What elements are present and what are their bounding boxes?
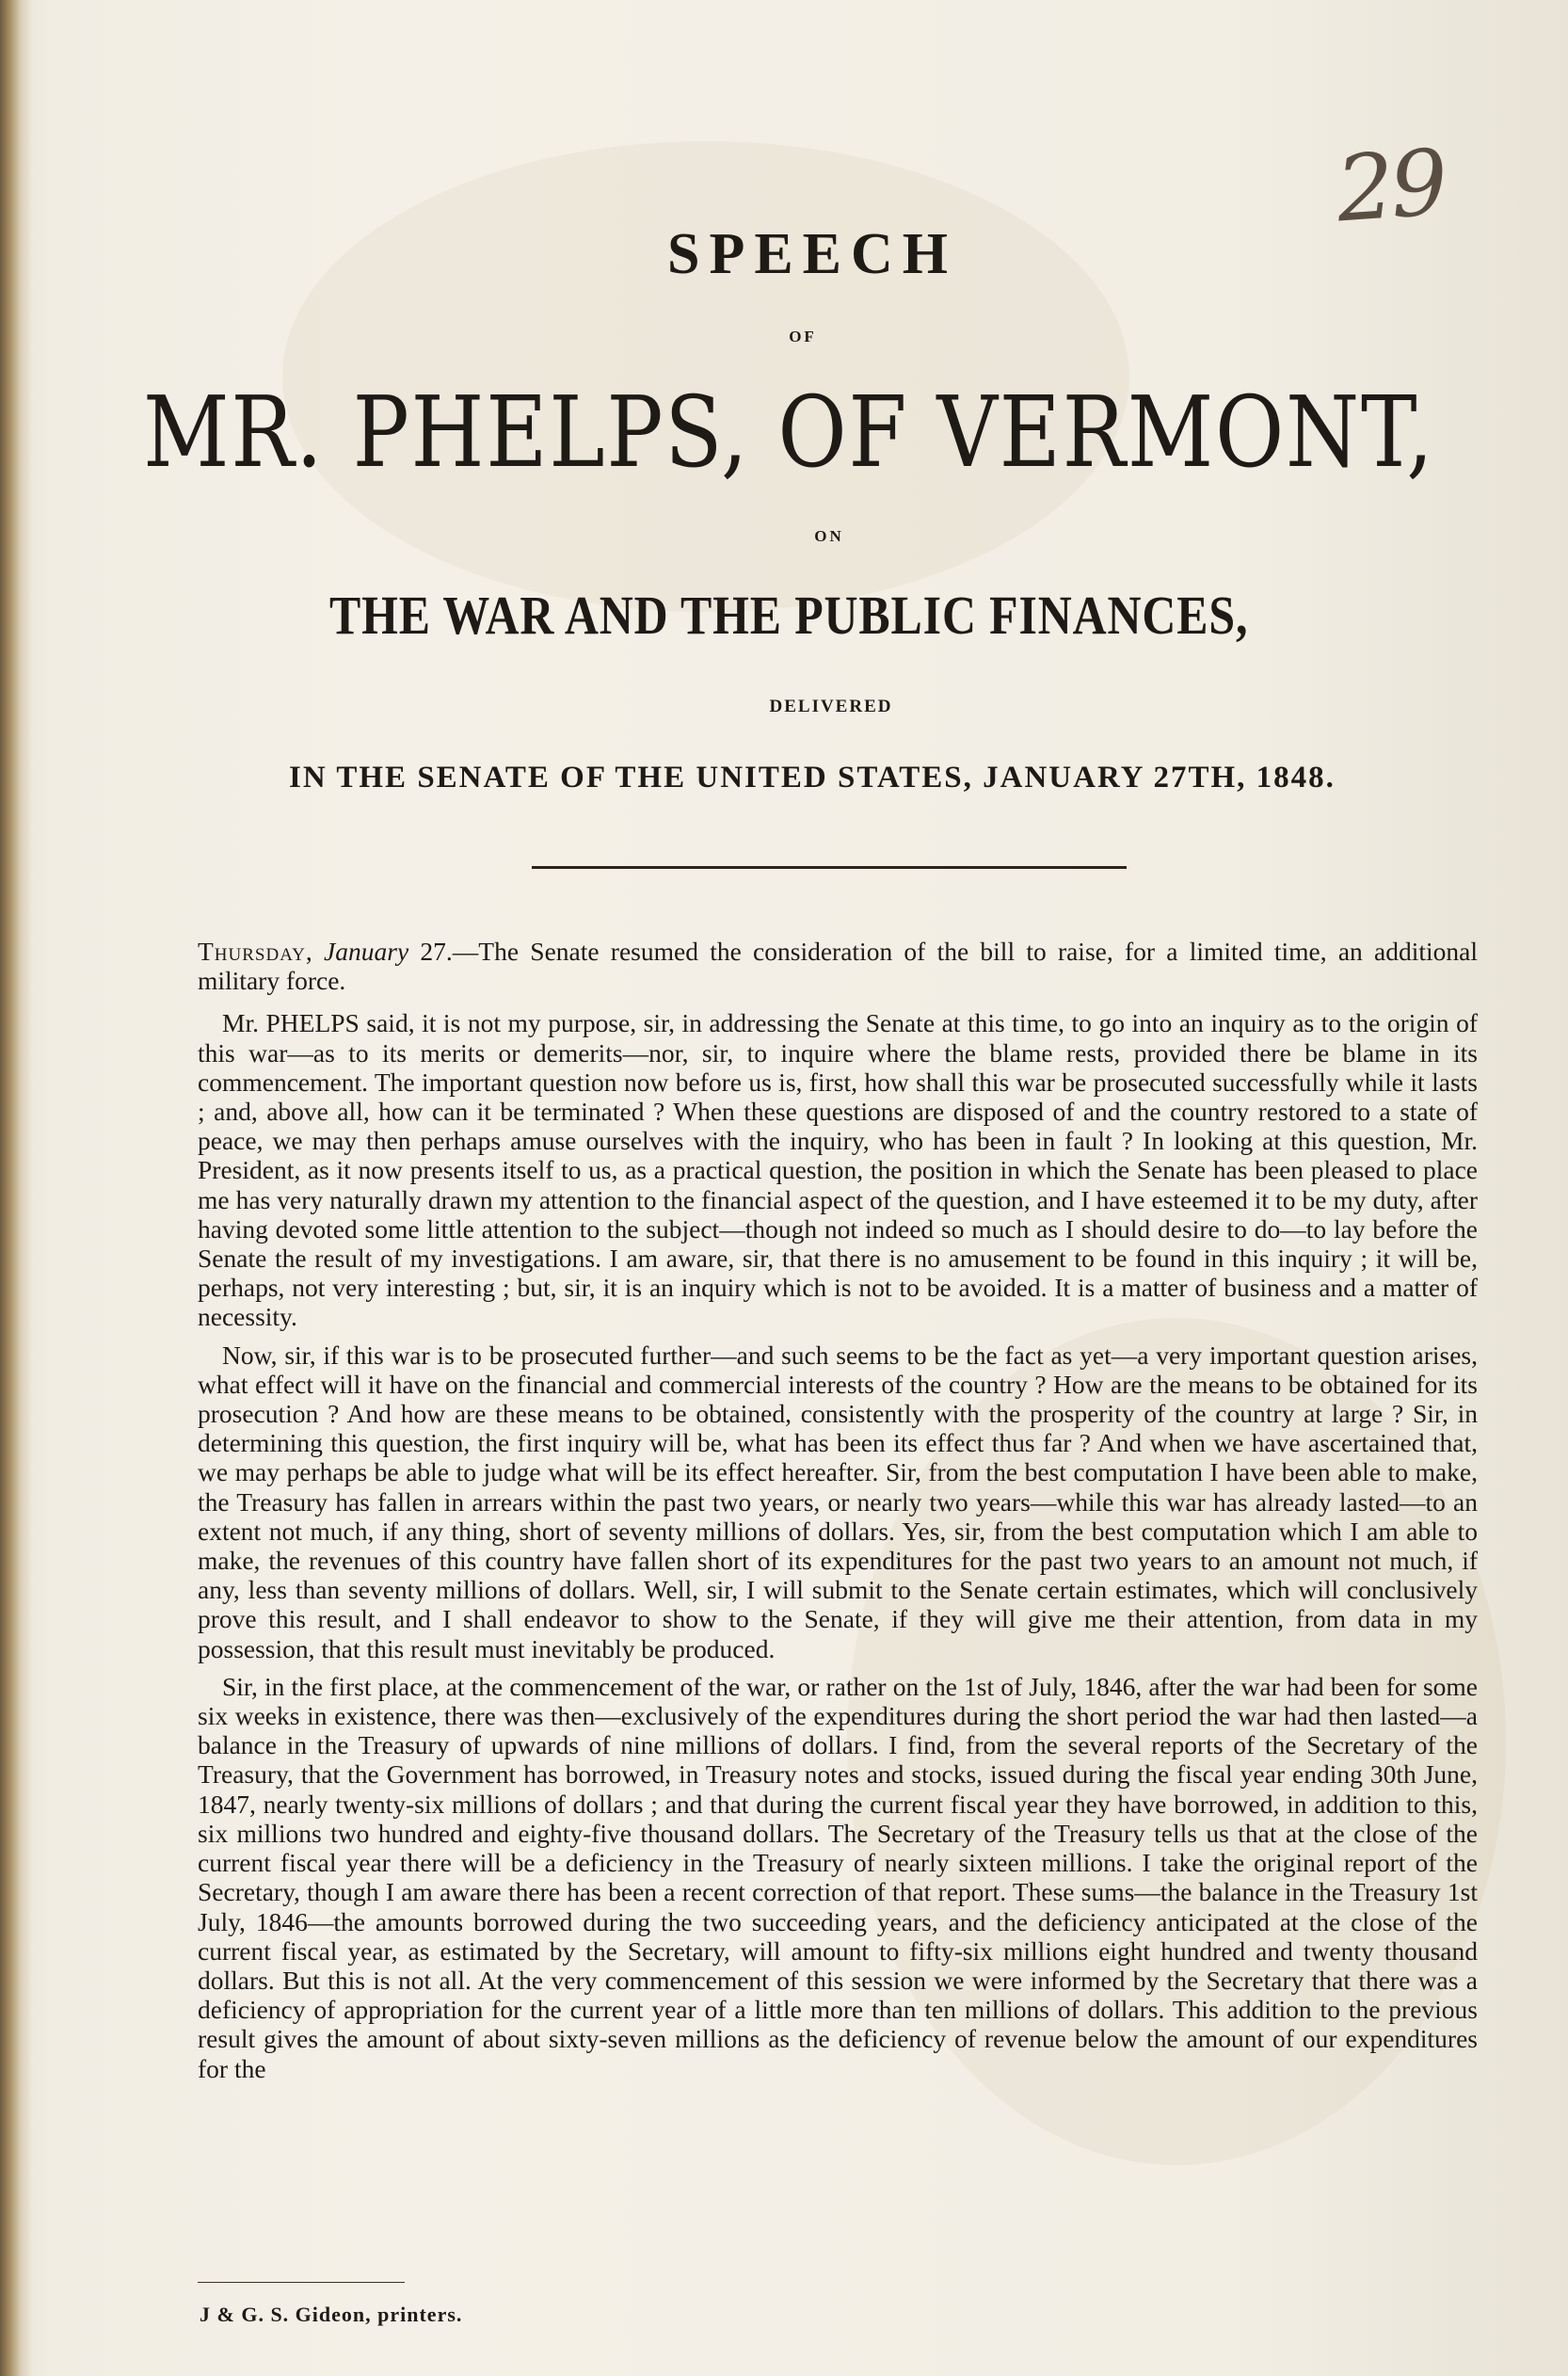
paragraph: Mr. PHELPS said, it is not my purpose, sir, in addressing the Senate at this time, to go into an inquiry as to the origin of this war—as to its merits or demerits—nor, sir, to inquire where the blame rests, provided there be blame in its commencement. The important question now before us is, first, how shall this war be prosecuted successfully while it lasts ; and, above all, how can it be terminated ? When these questions are disposed of and the country restored to a state of peace, we may then perhaps amuse ourselves with the inquiry, who has been in fault ? In looking at this question, Mr. President, as it now presents itself to us, as a practical question, the position in which the Senate has been pleased to place me has very naturally drawn my attention to the financial aspect of the question, and I have esteemed it to be my duty, after having devoted some little attention to the subject—though not indeed so much as I should desire to do—to lay before the Senate the result of my investigations. I am aware, sir, that there is no amusement to be found in this inquiry ; it will be, perhaps, not very interesting ; but, sir, it is an inquiry which is not to be avoided. It is a matter of business and a matter of necessity. (198, 1008, 1478, 1332)
heading-delivered: DELIVERED (769, 697, 893, 716)
heading-speaker-name: MR. PHELPS, OF VERMONT, (142, 375, 1435, 490)
printer-credit: J & G. S. Gideon, printers. (200, 2303, 463, 2326)
handwritten-folio-number: 29 (1333, 129, 1448, 243)
heading-subject: THE WAR AND THE PUBLIC FINANCES, (328, 585, 1249, 646)
heading-speech: SPEECH (666, 222, 958, 286)
speech-body (198, 937, 1478, 2092)
intro-day: Thursday (198, 937, 306, 966)
intro-date-num: 27. (420, 937, 453, 966)
intro-text: —The Senate resumed the consideration of the bill to raise, for a limited time, an additional military force. (198, 937, 1479, 996)
heading-venue: IN THE SENATE OF THE UNITED STATES, JANUARY 27TH, 1848. (289, 761, 1336, 795)
divider-rule (532, 866, 1127, 869)
intro-paragraph: Thursday, January 27.—The Senate resumed the consideration of the bill to raise, for a limited time, an additional military force. (198, 937, 1479, 996)
printer-rule (198, 2282, 405, 2283)
intro-date: January (324, 937, 409, 966)
paragraph: Now, sir, if this war is to be prosecuted further—and such seems to be the fact as yet—a very important question arises, what effect will it have on the financial and commercial interests of the country ? How are the means to be obtained for its prosecution ? And how are these means to be obtained, consistently with the prosperity of the country at large ? Sir, in determining this question, the first inquiry will be, what has been its effect thus far ? And when we have ascertained that, we may perhaps be able to judge what will be its effect hereafter. Sir, from the best computation I have been able to make, the Treasury has fallen in arrears within the past two years, or nearly two years—while this war has already lasted—to an extent not much, if any thing, short of seventy millions of dollars. Yes, sir, from the best computation which I am able to make, the revenues of this country have fallen short of its expenditures for the past two years to an amount not much, if any, less than seventy millions of dollars. Well, sir, I will submit to the Senate certain estimates, which will conclusively prove this result, and I shall endeavor to show to the Senate, if they will give me their attention, from data in my possession, that this result must inevitably be produced. (198, 1340, 1478, 1663)
binding-edge (0, 0, 32, 2376)
paragraph: Sir, in the first place, at the commencement of the war, or rather on the 1st of July, 1846, after the war had been for some six weeks in existence, there was then—exclusively of the expenditures during the short period the war had then lasted—a balance in the Treasury of upwards of nine millions of dollars. I find, from the several reports of the Secretary of the Treasury, that the Government has borrowed, in Treasury notes and stocks, issued during the fiscal year ending 30th June, 1847, nearly twenty-six millions of dollars ; and that during the current fiscal year they have borrowed, in addition to this, six millions two hundred and eighty-five thousand dollars. The Secretary of the Treasury tells us that at the close of the current fiscal year there will be a deficiency in the Treasury of nearly sixteen millions. I take the original report of the Secretary, though I am aware there has been a recent correction of that report. These sums—the balance in the Treasury 1st July, 1846—the amounts borrowed during the two succeeding years, and the deficiency anticipated at the close of the current fiscal year, as estimated by the Secretary, will amount to fifty-six millions eight hundred and twenty thousand dollars. But this is not all. At the very commencement of this session we were informed by the Secretary that there was a deficiency of appropriation for the current year of a little more than ten millions of dollars. This addition to the previous result gives the amount of about sixty-seven millions as the deficiency of revenue below the amount of our expenditures for the (198, 1671, 1478, 2083)
heading-of: OF (789, 328, 817, 345)
heading-on: ON (814, 527, 844, 545)
